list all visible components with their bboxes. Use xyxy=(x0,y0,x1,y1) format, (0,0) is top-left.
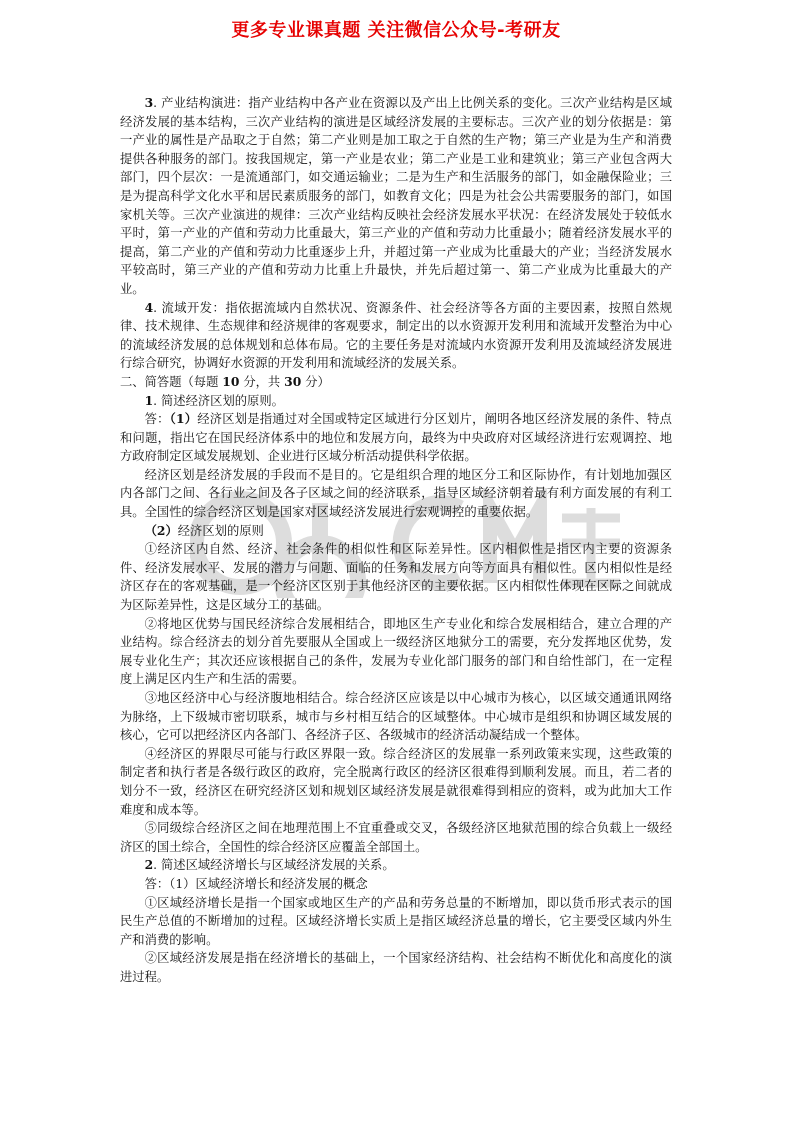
answer-paragraph: 答：（1）区域经济增长和经济发展的概念 xyxy=(144,876,368,891)
paragraph-text: . 产业结构演进：指产业结构中各产业在资源以及产出上比例关系的变化。三次产业结构是区域经济发展的基本结构，三次产业结构的演进是区域经济发展的主要标志。三次产业的划分依据是：第一产业的属性是产品取之于自然；第二产业则是加工取之于自然的生产物；第三产业是为生产和消费提供各种服务的部门。按我国规定，第一产业是农业；第二产业是工业和建筑业；第三产业包含两大部门，四个层次：一是流通部门，如交通运输业；二是为生产和生活服务的部门，如金融保险业；三是为提高科学文化水平和居民素质服务的部门，如教育文化；四是为社会公共需要服务的部门，如国家机关等。三次产业演进的规律：三次产业结构反映社会经济发展水平状况：在经济发展处于较低水平时，第一产业的产值和劳动力比重最大，第三产业的产值和劳动力比重最小；随着经济发展水平的提高，第二产业的产值和劳动力比重逐步上升，并超过第一产业成为比重最大的产业；当经济发展水平较高时，第三产业的产值和劳动力比重上升最快，并先后超过第一、第二产业成为比重最大的产业。 xyxy=(120,96,672,296)
principle-item: ①经济区内自然、经济、社会条件的相似性和区际差异性。区内相似性是指区内主要的资源条件、经济发展水平、发展的潜力与问题、面临的任务和发展方向等方面具有相似性。区内相似性是经济区存在的客观基础，是一个经济区区别于其他经济区的主要依据。区内相似性体现在区际之间就成为区际差异性，这是区域分工的基础。 xyxy=(120,542,672,613)
principle-item: ③地区经济中心与经济腹地相结合。综合经济区应该是以中心城市为核心，以区域交通通讯网络为脉络，上下级城市密切联系，城市与乡村相互结合的区域整体。中心城市是组织和协调区域发展的核心，它可以把经济区内各部门、各经济子区、各级城市的经济活动凝结成一个整体。 xyxy=(120,691,672,743)
item-number: 4 xyxy=(144,299,154,315)
page-header: 更多专业课真题 关注微信公众号-考研友 xyxy=(231,20,561,41)
answer-paragraph: 答：（1）经济区划是指通过对全国或特定区域进行分区划片，阐明各地区经济发展的条件、特点和问题，指出它在国民经济体系中的地位和发展方向，最终为中央政府对区域经济进行宏观调控、地方政府制定区域发展规划、企业进行区域分析活动提供科学依据。 xyxy=(120,411,672,464)
concept-item: ②区域经济发展是指在经济增长的基础上，一个国家经济结构、社会结构不断优化和高度化的演进过程。 xyxy=(120,951,672,984)
paragraph-basin-development xyxy=(120,299,672,373)
principle-item: ②将地区优势与国民经济综合发展相结合，即地区生产专业化和综合发展相结合，建立合理的产业结构。综合经济去的划分首先要服从全国或上一级经济区地狱分工的需要，充分发挥地区优势，发展专业化生产；其次还应该根据自己的条件，发展为专业化部门服务的部门和自给性部门，在一定程度上满足区内生产和生活的需要。 xyxy=(120,616,672,687)
section-heading: 二、简答题（每题 10 分，共 30 分） xyxy=(120,373,330,389)
paragraph-industrial-structure xyxy=(120,94,672,299)
document-body xyxy=(120,94,672,987)
principle-item: ④经济区的界限尽可能与行政区界限一致。综合经济区的发展靠一系列政策来实现，这些政策的制定者和执行者是各级行政区的政府，完全脱离行政区的经济区很难得到顺利发展。而且，若二者的划分不一致，经济区在研究经济区划和规划区域经济发展是就很难得到相应的资料，或为此加大工作难度和成本等。 xyxy=(120,746,672,817)
question-title: 1. 简述经济区划的原则。 xyxy=(144,392,284,408)
item-number: 3 xyxy=(144,95,154,110)
paragraph-text: . 流域开发：指依据流域内自然状况、资源条件、社会经济等各方面的主要因素，按照自然规律、技术规律、生态规律和经济规律的客观要求，制定出的以水资源开发利用和流域开发整治为中心的流域经济发展的总体规划和总体布局。它的主要任务是对流域内水资源开发利用及流域经济发展进行综合研究，协调好水资源的开发利用和流域经济的发展关系。 xyxy=(120,300,672,371)
answer-subheading: （2）经济区划的原则 xyxy=(144,522,264,538)
answer-paragraph: 经济区划是经济发展的手段而不是目的。它是组织合理的地区分工和区际协作，有计划地加强区内各部门之间、各行业之间及各子区域之间的经济联系，指导区域经济朝着最有利方面发展的有利工具。全国性的综合经济区划是国家对区域经济发展进行宏观调控的重要依据。 xyxy=(120,467,672,520)
principle-item: ⑤同级综合经济区之间在地理范围上不宜重叠或交叉，各级经济区地狱范围的综合负载上一级经济区的国土综合，全国性的综合经济区应覆盖全部国土。 xyxy=(120,821,672,854)
question-title: 2. 简述区域经济增长与区域经济发展的关系。 xyxy=(144,857,395,873)
concept-item: ①区域经济增长是指一个国家或地区生产的产品和劳务总量的不断增加，即以货币形式表示的国民生产总值的不断增加的过程。区域经济增长实质上是指区域经济总量的增长，它主要受区域内外生产和消费的影响。 xyxy=(120,895,672,947)
